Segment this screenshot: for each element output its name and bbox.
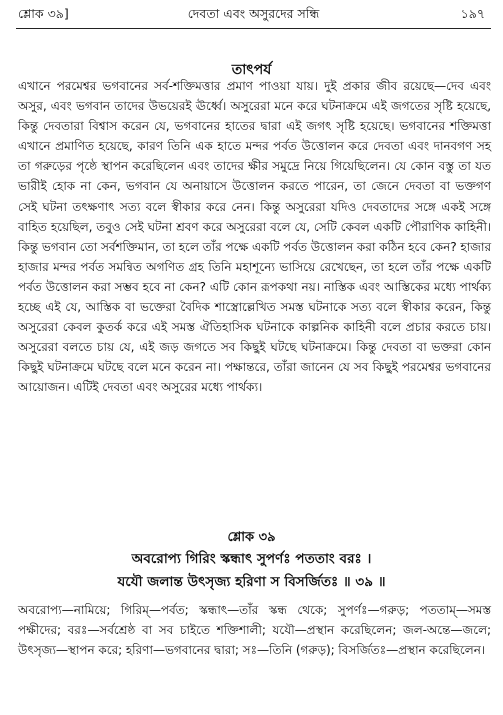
page-number: ১৯৭ xyxy=(460,6,485,21)
word-synonyms xyxy=(18,600,491,660)
verse-line-2: যযৌ জলান্ত উৎসৃজ্য হরিণা স বিসর্জিতঃ ॥ ৩৯ ॥ xyxy=(117,574,386,590)
header-chapter-title: দেবতা এবং অসুরদের সন্ধি xyxy=(187,6,320,21)
sanskrit-verse xyxy=(0,548,503,594)
verse-line-1: অবরোপ্য গিরিং স্কন্ধাৎ সুপর্ণঃ পততাং বরঃ । xyxy=(131,551,372,567)
purport-paragraph: এখানে পরমেশ্বর ভগবানের সর্ব-শক্তিমত্তার প্রমাণ পাওয়া যায়। দুই প্রকার জীব রয়েছে—দেব এবং অসুর, এবং ভগবান তাদের উভয়েরই ঊর্ধ্বে। অসুরেরা মনে করে ঘটনাক্রমে এই জগতের সৃষ্টি হয়েছে, কিন্তু দেবতারা বিশ্বাস করেন যে, ভগবানের হাতের দ্বারা এই জগৎ সৃষ্টি হয়েছে। ভগবানের শক্তিমত্তা এখানে প্রমাণিত হয়েছে, কারণ তিনি এক হাতে মন্দর পর্বত উত্তোলন করে দেবতা এবং দানবগণ সহ তা গরুড়ের পৃষ্ঠে স্থাপন করেছিলেন এবং তাদের ক্ষীর সমুদ্রে নিয়ে গিয়েছিলেন। যে কোন বস্তু তা যত ভারীই হোক না কেন, ভগবান যে অনায়াসে উত্তোলন করতে পারেন, তা জেনে দেবতা বা ভক্তগণ সেই ঘটনা তৎক্ষণাৎ সত্য বলে স্বীকার করে নেন। কিন্তু অসুরেরা যদিও দেবতাদের সঙ্গে একই সঙ্গে বাহিত হয়েছিল, তবুও সেই ঘটনা শ্রবণ করে অসুরেরা বলে যে, সেটি কেবল একটি পৌরাণিক কাহিনী। কিন্তু ভগবান তো সর্বশক্তিমান, তা হলে তাঁর পক্ষে একটি পর্বত উত্তোলন করা কঠিন হবে কেন? হাজার হাজার মন্দর পর্বত সমন্বিত অগণিত গ্রহ তিনি মহাশূন্যে ভাসিয়ে রেখেছেন, তা হলে তাঁর পক্ষে একটি পর্বত উত্তোলন করা সম্ভব হবে না কেন? এটি কোন রূপকথা নয়। নাস্তিক এবং আস্তিকের মধ্যে পার্থক্য হচ্ছে এই যে, আস্তিক বা ভক্তেরা বৈদিক শাস্ত্রোল্লেখিত সমস্ত ঘটনাকে সত্য বলে স্বীকার করেন, কিন্তু অসুরেরা কেবল কুতর্ক করে এই সমস্ত ঐতিহাসিক ঘটনাকে কাল্পনিক কাহিনী বলে প্রচার করতে চায়। অসুরেরা বলতে চায় যে, এই জড় জগতে সব কিছুই ঘটছে ঘটনাক্রমে। কিন্তু দেবতা বা ভক্তরা কোন কিছুই ঘটনাক্রমে ঘটছে বলে মনে করেন না। পক্ষান্তরে, তাঁরা জানেন যে সব কিছুই পরমেশ্বর ভগবানের আয়োজন। এটিই দেবতা এবং অসুরের মধ্যে পার্থক্য। xyxy=(18,79,491,395)
purport-body xyxy=(18,76,491,398)
running-header xyxy=(18,6,489,28)
synonyms-paragraph: অবরোপ্য—নামিয়ে; গিরিম্—পর্বত; স্কন্ধাৎ—তাঁর স্কন্ধ থেকে; সুপর্ণঃ—গরুড়; পততাম্—সমস্ত পক্ষীদের; বরঃ—সর্বশ্রেষ্ঠ বা সব চাইতে শক্তিশালী; যযৌ—প্রস্থান করেছিলেন; জল-অন্তে—জলে; উৎসৃজ্য—স্থাপন করে; হরিণা—ভগবানের দ্বারা; সঃ—তিনি (গরুড়); বিসর্জিতঃ—প্রস্থান করেছিলেন। xyxy=(18,603,491,657)
purport-heading: তাৎপর্য xyxy=(231,62,272,78)
header-verse-ref: শ্লোক ৩৯] xyxy=(18,6,69,21)
verse-label: শ্লোক ৩৯ xyxy=(227,530,276,545)
header-rule xyxy=(16,28,491,29)
